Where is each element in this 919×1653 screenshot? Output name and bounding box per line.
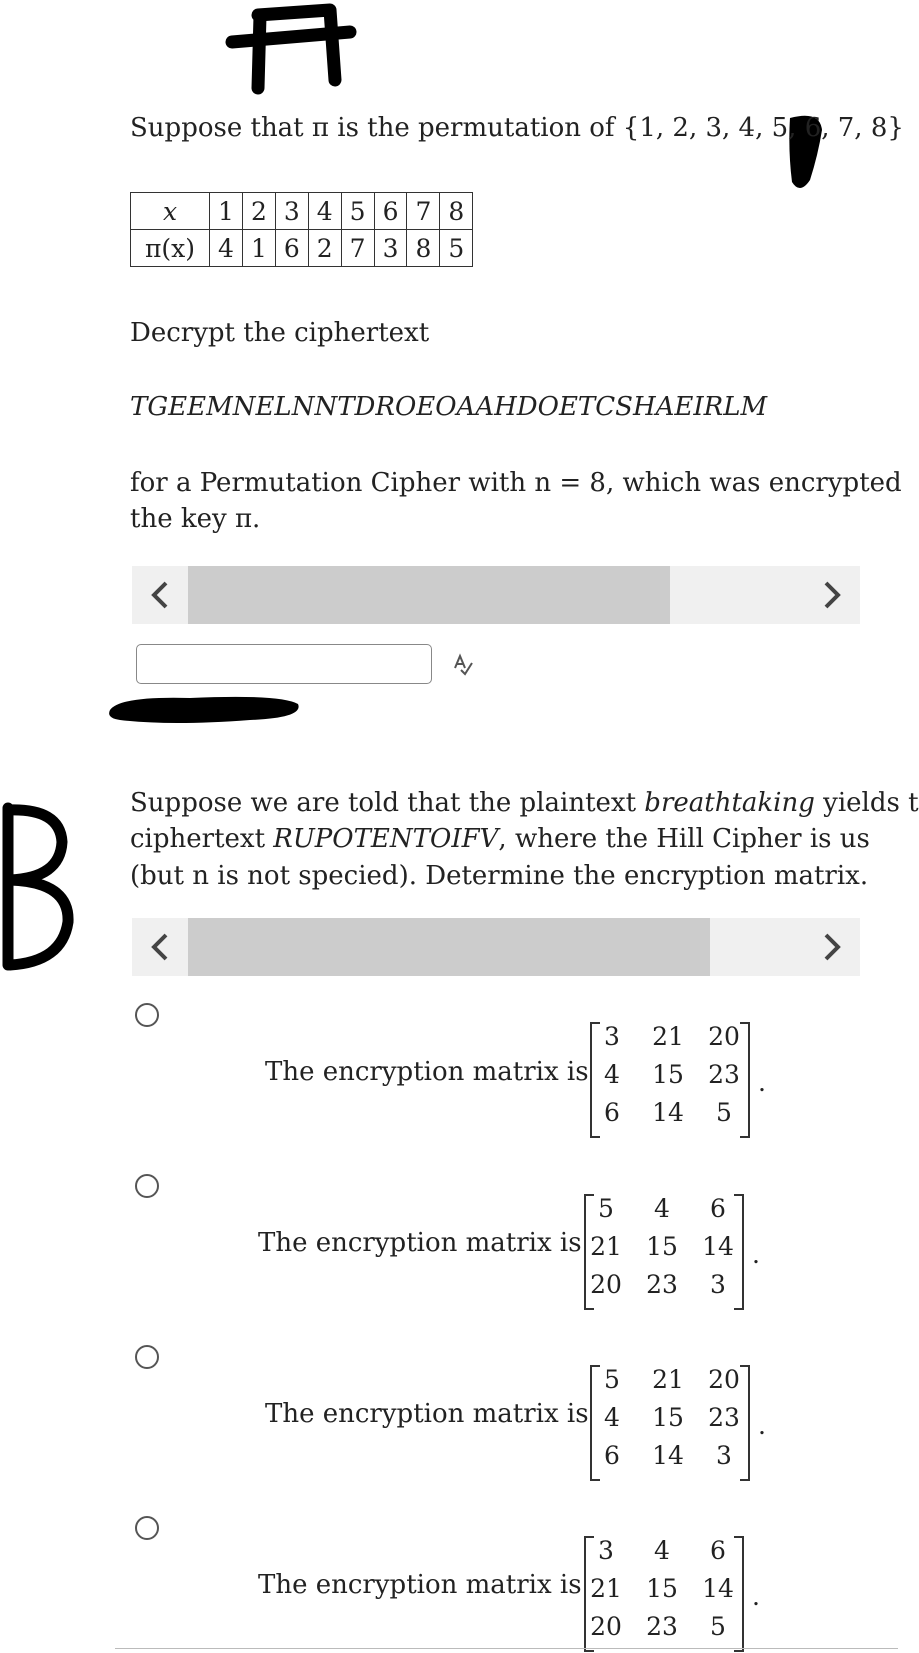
table-cell: 1: [210, 193, 243, 230]
matrix-cell: 6: [604, 1098, 620, 1127]
bottom-divider: [115, 1648, 898, 1649]
cipher-description-line1: for a Permutation Cipher with n = 8, which was encrypted: [130, 468, 902, 498]
matrix-cell: 21: [590, 1574, 622, 1603]
option-1-label: The encryption matrix is: [265, 1057, 589, 1087]
ciphertext: TGEEMNELNNTDROEOAAHDOETCSHAEIRLM: [130, 392, 768, 422]
matrix-cell: 21: [652, 1365, 684, 1394]
matrix-cell: 20: [708, 1365, 740, 1394]
option-3-label: The encryption matrix is: [265, 1399, 589, 1429]
table-cell: 3: [275, 193, 308, 230]
scroll-thumb[interactable]: [188, 918, 710, 976]
matrix-cell: 3: [598, 1536, 614, 1565]
option-3-radio[interactable]: [135, 1345, 159, 1369]
matrix-cell: 15: [646, 1232, 678, 1261]
chevron-left-icon: [148, 932, 172, 962]
option-1-matrix: 3 21 20 4 15 23 6 14 5 .: [590, 1022, 750, 1134]
scroll-thumb[interactable]: [188, 566, 670, 624]
matrix-cell: 23: [646, 1612, 678, 1641]
table-cell: 6: [275, 230, 308, 267]
matrix-cell: 4: [604, 1060, 620, 1089]
matrix-cell: 23: [708, 1403, 740, 1432]
matrix-cell: 4: [654, 1536, 670, 1565]
handwritten-mark-top: [210, 0, 370, 95]
option-3-matrix: 5 21 20 4 15 23 6 14 3 .: [590, 1365, 750, 1477]
table-cell: 4: [308, 193, 341, 230]
matrix-cell: 5: [604, 1365, 620, 1394]
matrix-cell: 6: [604, 1441, 620, 1470]
matrix-cell: 20: [590, 1612, 622, 1641]
table-cell: 5: [440, 230, 473, 267]
table-cell: 3: [374, 230, 407, 267]
chevron-left-icon: [148, 580, 172, 610]
q1-intro-text: Suppose that π is the permutation of {1, 2, 3, 4, 5, 6, 7, 8}: [130, 113, 904, 143]
handwritten-redaction-bar: [100, 690, 310, 730]
matrix-cell: 23: [708, 1060, 740, 1089]
matrix-cell: 3: [716, 1441, 732, 1470]
matrix-cell: 15: [652, 1060, 684, 1089]
matrix-cell: 14: [652, 1441, 684, 1470]
table-row: [131, 230, 473, 267]
table-cell: 5: [341, 193, 374, 230]
matrix-cell: 3: [604, 1022, 620, 1051]
matrix-cell: 21: [590, 1232, 622, 1261]
scroll-left-button[interactable]: [132, 566, 188, 624]
option-4-matrix: 3 4 6 21 15 14 20 23 5 .: [584, 1536, 744, 1648]
matrix-cell: 3: [710, 1270, 726, 1299]
q2-horizontal-scrollbar[interactable]: [132, 918, 860, 976]
scroll-left-button[interactable]: [132, 918, 188, 976]
permutation-table: [130, 192, 473, 267]
table-cell: 7: [407, 193, 440, 230]
matrix-cell: 14: [702, 1232, 734, 1261]
ciphertext-word: RUPOTENTOIFV: [273, 824, 499, 854]
option-2-matrix: 5 4 6 21 15 14 20 23 3 .: [584, 1194, 744, 1306]
option-4-radio[interactable]: [135, 1516, 159, 1540]
scroll-right-button[interactable]: [804, 566, 860, 624]
option-1-radio[interactable]: [135, 1003, 159, 1027]
q2-prompt-line1: Suppose we are told that the plaintext breathtaking yields t: [130, 788, 919, 818]
matrix-cell: 23: [646, 1270, 678, 1299]
answer-input[interactable]: [136, 644, 432, 684]
table-cell: 2: [308, 230, 341, 267]
q2-prompt-line2: ciphertext RUPOTENTOIFV, where the Hill Cipher is us: [130, 824, 870, 854]
table-cell: 6: [374, 193, 407, 230]
chevron-right-icon: [820, 932, 844, 962]
matrix-cell: 14: [652, 1098, 684, 1127]
plaintext-word: breathtaking: [644, 788, 815, 818]
q2-prompt-line3: (but n is not specied). Determine the encryption matrix.: [130, 861, 869, 891]
chevron-right-icon: [820, 580, 844, 610]
table-cell: 8: [407, 230, 440, 267]
matrix-cell: 6: [710, 1194, 726, 1223]
matrix-cell: 15: [646, 1574, 678, 1603]
option-2-radio[interactable]: [135, 1174, 159, 1198]
matrix-cell: 6: [710, 1536, 726, 1565]
table-cell: 1: [242, 230, 275, 267]
spellcheck-icon[interactable]: [452, 654, 474, 676]
cipher-description-line2: the key π.: [130, 504, 261, 534]
handwritten-letter-b: [0, 800, 80, 975]
table-row-label-pi: π(x): [131, 230, 210, 267]
matrix-cell: 14: [702, 1574, 734, 1603]
table-cell: 7: [341, 230, 374, 267]
option-2-label: The encryption matrix is: [258, 1228, 582, 1258]
matrix-cell: 5: [710, 1612, 726, 1641]
table-cell: 8: [440, 193, 473, 230]
matrix-cell: 15: [652, 1403, 684, 1432]
matrix-cell: 21: [652, 1022, 684, 1051]
table-row-label-x: x: [131, 193, 210, 230]
table-cell: 2: [242, 193, 275, 230]
matrix-cell: 20: [590, 1270, 622, 1299]
matrix-cell: 5: [598, 1194, 614, 1223]
scroll-right-button[interactable]: [804, 918, 860, 976]
matrix-cell: 4: [604, 1403, 620, 1432]
matrix-cell: 20: [708, 1022, 740, 1051]
decrypt-label: Decrypt the ciphertext: [130, 318, 430, 348]
matrix-cell: 5: [716, 1098, 732, 1127]
option-4-label: The encryption matrix is: [258, 1570, 582, 1600]
table-row: [131, 193, 473, 230]
matrix-cell: 4: [654, 1194, 670, 1223]
q1-horizontal-scrollbar[interactable]: [132, 566, 860, 624]
table-cell: 4: [210, 230, 243, 267]
